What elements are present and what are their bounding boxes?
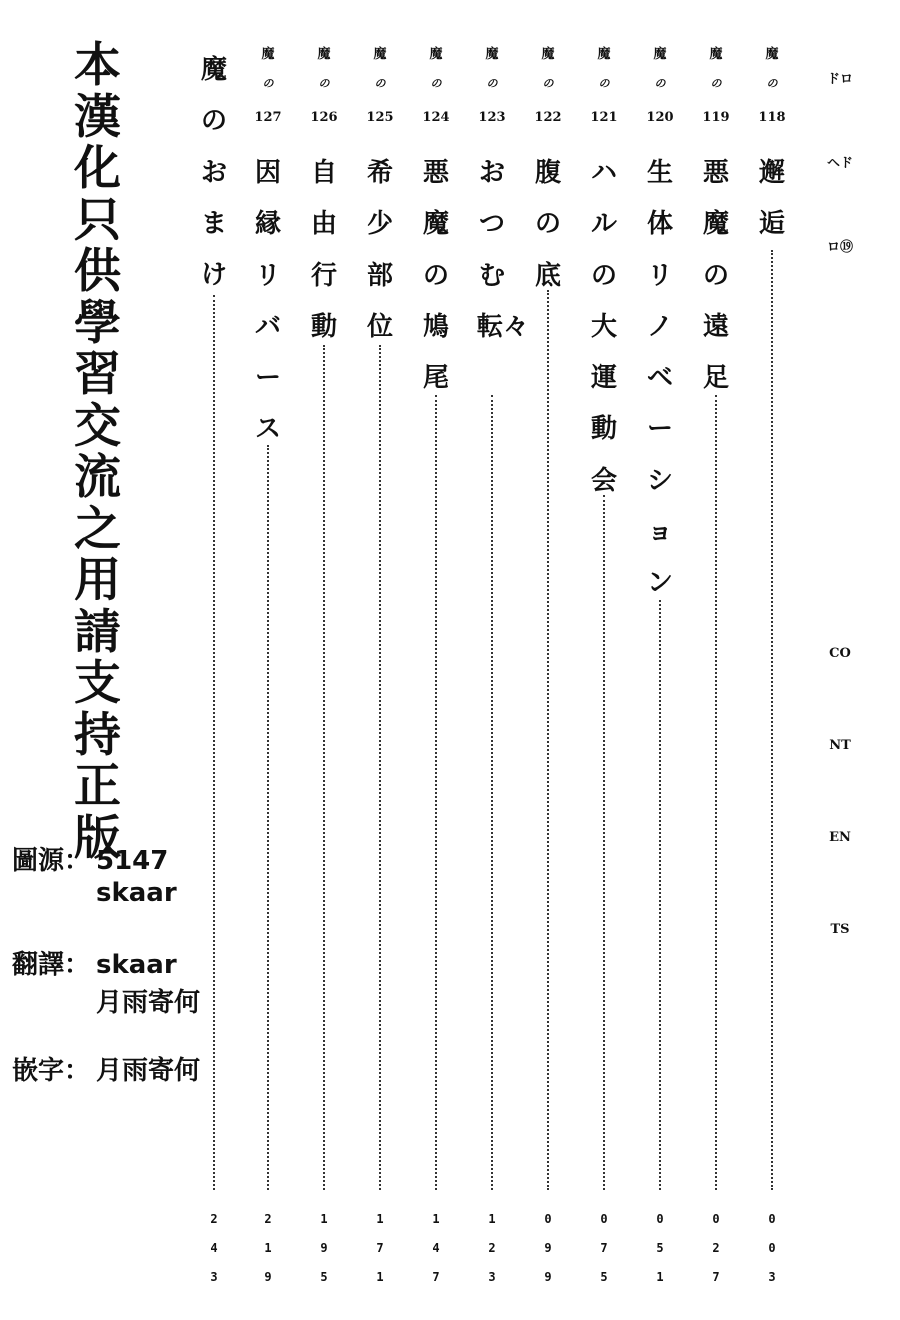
chapter-prefix: 魔 の [597,47,611,90]
credit-label: 嵌字： [12,1056,91,1086]
chapter-prefix: 魔 の [485,47,499,90]
credit-name: skaar [96,950,177,980]
leader-dots [379,345,381,1190]
chapter-number: 122 [534,110,562,125]
toc-entry [358,0,402,1320]
chapter-title: 魔のおまけ [200,55,227,291]
toc-entry [414,0,458,1320]
chapter-number: 120 [646,110,674,125]
leader-dots [213,295,215,1190]
page-number: 195 [320,1212,328,1284]
credit-name: 月雨寄何 [96,1056,201,1086]
page-number: 027 [712,1212,720,1284]
chapter-number: 124 [422,110,450,125]
credit-name: 月雨寄何 [96,988,201,1018]
chapter-title: 因縁リバース [254,158,281,445]
page-number: 243 [210,1212,218,1284]
page-number: 123 [488,1212,496,1284]
chapter-title: 腹の底 [534,158,561,291]
page-number: 099 [544,1212,552,1284]
chapter-title: ハルの大運動会 [590,158,617,496]
chapter-number: 121 [590,110,618,125]
chapter-title: 邂逅 [758,158,785,240]
chapter-title: 悪魔の鳩尾 [422,158,449,394]
chapter-title: 悪魔の遠足 [702,158,729,394]
leader-dots [491,395,493,1190]
leader-dots [547,290,549,1190]
page-number: 147 [432,1212,440,1284]
page-number: 219 [264,1212,272,1284]
chapter-number: 118 [758,110,786,125]
chapter-prefix: 魔 の [373,47,387,90]
page-number: 051 [656,1212,664,1284]
chapter-title: おつむ転々 [477,158,530,342]
leader-dots [323,345,325,1190]
chapter-prefix: 魔 の [261,47,275,90]
page-number: 171 [376,1212,384,1284]
leader-dots [603,495,605,1190]
chapter-prefix: 魔 の [765,47,779,90]
chapter-title: 希少部位 [366,158,393,342]
credit-label: 翻譯： [12,950,91,980]
chapter-title: 生体リノベーション [646,158,673,599]
chapter-title: 自由行動 [310,158,337,342]
chapter-number: 119 [702,110,730,125]
toc-entry [246,0,290,1320]
leader-dots [267,445,269,1190]
credit-name: skaar [96,878,177,908]
toc-entry-extra [192,0,236,1320]
toc-entry [638,0,682,1320]
series-title: ドロヘドロ⑲ [826,72,853,255]
chapter-number: 126 [310,110,338,125]
chapter-number: 125 [366,110,394,125]
chapter-number: 123 [478,110,506,125]
toc-entry [470,0,530,1320]
scanlation-notice: 本漢化只供學習交流之用 請支持正版 [74,38,121,866]
credit-name: 5147 [96,846,169,876]
toc-entry [694,0,738,1320]
chapter-number: 127 [254,110,282,125]
credit-typesetting [12,1050,200,1087]
chapter-prefix: 魔 の [653,47,667,90]
credit-source [12,840,177,908]
page-number: 075 [600,1212,608,1284]
toc-entry [302,0,346,1320]
toc-entry [750,0,794,1320]
contents-label: CONTENTS [829,646,851,937]
chapter-prefix: 魔 の [317,47,331,90]
leader-dots [659,600,661,1190]
chapter-prefix: 魔 の [709,47,723,90]
chapter-prefix: 魔 の [541,47,555,90]
leader-dots [435,395,437,1190]
credit-translation [12,944,201,1018]
chapter-prefix: 魔 の [429,47,443,90]
credit-label: 圖源： [12,846,91,876]
toc-entry [526,0,570,1320]
toc-entry [582,0,626,1320]
page-number: 003 [768,1212,776,1284]
leader-dots [771,250,773,1190]
leader-dots [715,395,717,1190]
